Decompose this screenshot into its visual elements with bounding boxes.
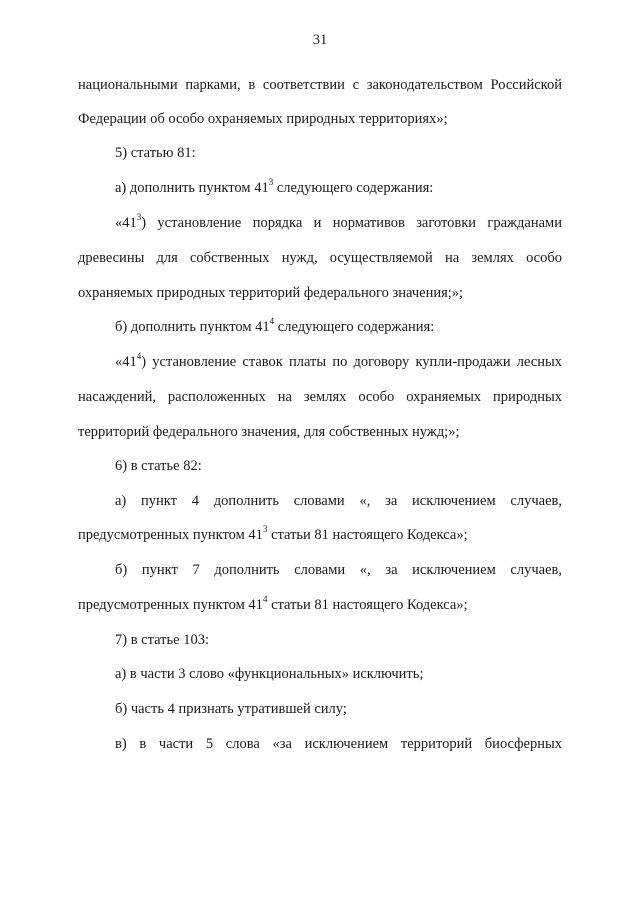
item-7c-line-1: в) в части 5 слова «за исключением территорий биосферных [115, 736, 562, 752]
superscript: 4 [136, 351, 142, 362]
quote-41-3-line-1: «$41^3$) установление порядка и нормативов заготовки гражданами [115, 212, 562, 231]
item-7-heading: 7) в статье 103: [115, 632, 209, 648]
item-7b: б) часть 4 признать утратившей силу; [115, 701, 347, 717]
item-5-heading: 5) статью 81: [115, 145, 196, 161]
item-5a: а) дополнить пунктом $41^3$ следующего содержания: [115, 177, 434, 196]
item-5b: б) дополнить пунктом $41^4$ следующего содержания: [115, 316, 435, 335]
quote-41-4-line-1: «$41^4$) установление ставок платы по договору купли-продажи лесных [115, 351, 562, 370]
superscript: 4 [262, 594, 268, 605]
text-line-2: Федерации об особо охраняемых природных территориях»; [78, 111, 448, 127]
item-6a-line-1: а) пункт 4 дополнить словами «, за исключением случаев, [115, 493, 562, 509]
page-number: 31 [312, 32, 328, 48]
superscript: 4 [269, 316, 275, 327]
quote-41-4-line-2: насаждений, расположенных на землях особо охраняемых природных [78, 389, 562, 405]
quote-41-3-line-3: охраняемых природных территорий федерального значения;»; [78, 285, 464, 301]
item-6a-line-2: предусмотренных пунктом $41^3$ статьи 81 настоящего Кодекса»; [78, 524, 468, 543]
item-7a: а) в части 3 слово «функциональных» исключить; [115, 666, 424, 682]
text-line-1: национальными парками, в соответствии с законодательством Российской [78, 77, 562, 93]
superscript: 3 [136, 212, 142, 223]
quote-41-4-line-3: территорий федерального значения, для собственных нужд;»; [78, 424, 460, 440]
item-6b-line-2: предусмотренных пунктом $41^4$ статьи 81 настоящего Кодекса»; [78, 594, 468, 613]
item-6b-line-1: б) пункт 7 дополнить словами «, за исключением случаев, [115, 562, 562, 578]
superscript: 3 [268, 177, 274, 188]
quote-41-3-line-2: древесины для собственных нужд, осуществляемой на землях особо [78, 250, 562, 266]
superscript: 3 [262, 524, 268, 535]
item-6-heading: 6) в статье 82: [115, 458, 202, 474]
